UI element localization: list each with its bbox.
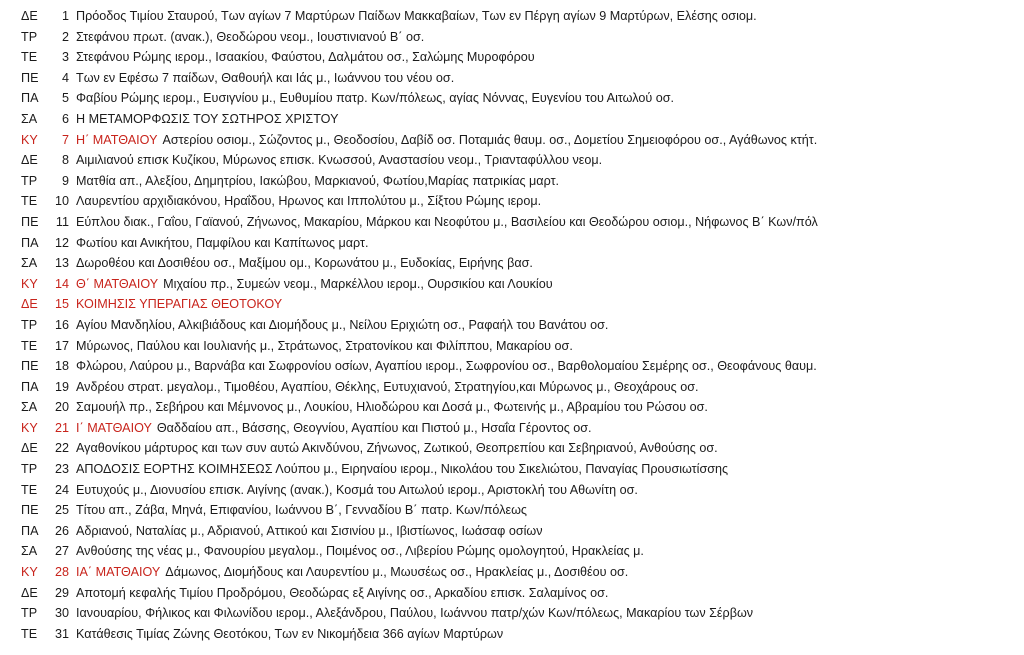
- feast-description: [76, 6, 1024, 27]
- day-number: 8: [61, 153, 69, 168]
- weekday-abbrev: ΣΑ: [21, 256, 38, 271]
- feast-description: [76, 315, 1024, 336]
- day-number: 22: [54, 441, 69, 456]
- weekday-abbrev: ΣΑ: [21, 111, 38, 126]
- feast-description: [76, 233, 1024, 254]
- calendar-row: [0, 294, 1024, 315]
- feast-description: [76, 47, 1024, 68]
- weekday-abbrev: ΠΕ: [21, 503, 39, 518]
- feast-description: [76, 27, 1024, 48]
- weekday-abbrev: ΤΕ: [21, 626, 38, 641]
- calendar-row: [0, 397, 1024, 418]
- weekday-abbrev: ΚΥ: [21, 565, 38, 580]
- feast-description: [76, 274, 1024, 295]
- feast-saints: Μύρωνος, Παύλου και Ιουλιανής μ., Στράτωνος, Στρατονίκου και Φιλίππου, Μακαρίου οσ.: [76, 338, 573, 353]
- day-number: 24: [54, 482, 69, 497]
- weekday-abbrev: ΚΥ: [21, 276, 38, 291]
- feast-description: [76, 397, 1024, 418]
- feast-description: [76, 294, 1024, 315]
- feast-description: [76, 212, 1024, 233]
- calendar-row: [0, 500, 1024, 521]
- weekday-abbrev: ΠΑ: [21, 523, 39, 538]
- weekday-abbrev: ΤΡ: [21, 317, 38, 332]
- feast-saints: Μιχαίου πρ., Συμεών νεομ., Μαρκέλλου ιερομ., Ουρσικίου και Λουκίου: [163, 276, 553, 291]
- feast-saints: Ανδρέου στρατ. μεγαλομ., Τιμοθέου, Αγαπίου, Θέκλης, Ευτυχιανού, Στρατηγίου,και Μύρωνος μ., Θεοχάρους οσ.: [76, 379, 699, 394]
- feast-description: [76, 109, 1024, 130]
- calendar-row: [0, 27, 1024, 48]
- feast-description: [76, 521, 1024, 542]
- calendar-row: [0, 583, 1024, 604]
- day-number: 3: [61, 50, 69, 65]
- calendar-row: [0, 603, 1024, 624]
- calendar-row: [0, 88, 1024, 109]
- day-number: 6: [61, 111, 69, 126]
- feast-saints: Στεφάνου Ρώμης ιερομ., Ισαακίου, Φαύστου, Δαλμάτου οσ., Σαλώμης Μυροφόρου: [76, 50, 535, 65]
- day-number: 18: [54, 359, 69, 374]
- calendar-row: [0, 130, 1024, 151]
- calendar-row: [0, 109, 1024, 130]
- weekday-abbrev: ΚΥ: [21, 420, 38, 435]
- calendar-row: [0, 438, 1024, 459]
- day-number: 12: [54, 235, 69, 250]
- calendar-row: [0, 191, 1024, 212]
- calendar-row: [0, 624, 1024, 645]
- feast-saints: Ματθία απ., Αλεξίου, Δημητρίου, Ιακώβου, Μαρκιανού, Φωτίου,Μαρίας πατρικίας μαρτ.: [76, 173, 560, 188]
- weekday-abbrev: ΔΕ: [21, 297, 38, 312]
- weekday-abbrev: ΠΕ: [21, 359, 39, 374]
- calendar-row: [0, 541, 1024, 562]
- weekday-abbrev: ΠΑ: [21, 91, 39, 106]
- calendar-row: [0, 212, 1024, 233]
- weekday-abbrev: ΤΕ: [21, 194, 38, 209]
- feast-description: [76, 562, 1024, 583]
- day-number: 25: [54, 503, 69, 518]
- feast-saints: Πρόοδος Τιμίου Σταυρού, Των αγίων 7 Μαρτύρων Παίδων Μακκαβαίων, Των εν Πέργη αγίων 9 Μαρτύρων, Ελέσης οσιομ.: [76, 9, 757, 23]
- feast-description: [76, 603, 1024, 624]
- feast-saints: Αστερίου οσιομ., Σώζοντος μ., Θεοδοσίου, Δαβίδ οσ. Ποταμιάς θαυμ. οσ., Δομετίου Σημειοφόρου οσ., Αγάθωνος κτήτ.: [162, 132, 818, 147]
- calendar-row: [0, 253, 1024, 274]
- calendar-row: [0, 6, 1024, 27]
- weekday-abbrev: ΔΕ: [21, 153, 38, 168]
- weekday-abbrev: ΣΑ: [21, 400, 38, 415]
- calendar-row: [0, 47, 1024, 68]
- day-number: 20: [54, 400, 69, 415]
- feast-description: [76, 541, 1024, 562]
- feast-description: [76, 459, 1024, 480]
- weekday-abbrev: ΤΡ: [21, 173, 38, 188]
- feast-saints: Σαμουήλ πρ., Σεβήρου και Μέμνονος μ., Λουκίου, Ηλιοδώρου και Δοσά μ., Φωτεινής μ., Αβραμίου του Ρώσου οσ.: [76, 400, 708, 415]
- day-number: 23: [54, 462, 69, 477]
- feast-saints: Κατάθεσις Τιμίας Ζώνης Θεοτόκου, Των εν Νικομήδεια 366 αγίων Μαρτύρων: [76, 626, 504, 641]
- feast-description: [76, 130, 1024, 151]
- feast-saints: Αγαθονίκου μάρτυρος και των συν αυτώ Ακινδύνου, Ζήνωνος, Ζωτικού, Θεοπρεπίου και Σεβηριανού, Ανθούσης οσ.: [76, 441, 718, 456]
- weekday-abbrev: ΠΑ: [21, 379, 39, 394]
- weekday-abbrev: ΤΕ: [21, 50, 38, 65]
- feast-description: [76, 583, 1024, 604]
- feast-description: [76, 377, 1024, 398]
- day-number: 16: [54, 317, 69, 332]
- feast-title: ΚΟΙΜΗΣΙΣ ΥΠΕΡΑΓΙΑΣ ΘΕΟΤΟΚΟΥ: [76, 297, 283, 312]
- feast-saints: Αιμιλιανού επισκ Κυζίκου, Μύρωνος επισκ. Κνωσσού, Αναστασίου νεομ., Τριανταφύλλου νεομ.: [76, 153, 603, 168]
- feast-description: [76, 500, 1024, 521]
- feast-title: Ι΄ ΜΑΤΘΑΙΟΥ: [76, 420, 152, 435]
- calendar-row: [0, 521, 1024, 542]
- weekday-abbrev: ΔΕ: [21, 585, 38, 600]
- day-number: 29: [54, 585, 69, 600]
- weekday-abbrev: ΔΕ: [21, 441, 38, 456]
- day-number: 31: [54, 626, 69, 641]
- feast-saints: Η ΜΕΤΑΜΟΡΦΩΣΙΣ ΤΟΥ ΣΩΤΗΡΟΣ ΧΡΙΣΤΟΥ: [76, 111, 339, 126]
- calendar-row: [0, 274, 1024, 295]
- day-number: 9: [61, 173, 69, 188]
- weekday-abbrev: ΤΡ: [21, 29, 38, 44]
- feast-saints: Τίτου απ., Ζάβα, Μηνά, Επιφανίου, Ιωάννου Β΄, Γενναδίου Β΄ πατρ. Κων/πόλεως: [76, 503, 528, 518]
- feast-description: [76, 480, 1024, 501]
- calendar-row: [0, 68, 1024, 89]
- feast-title: Θ΄ ΜΑΤΘΑΙΟΥ: [76, 276, 159, 291]
- calendar-row: [0, 562, 1024, 583]
- feast-saints: Αδριανού, Ναταλίας μ., Αδριανού, Αττικού και Σισινίου μ., Ιβιστίωνος, Ιωάσαφ οσίων: [76, 523, 543, 538]
- day-number: 2: [61, 29, 69, 44]
- calendar-row: [0, 356, 1024, 377]
- day-number: 5: [61, 91, 69, 106]
- feast-description: [76, 356, 1024, 377]
- weekday-abbrev: ΤΡ: [21, 606, 38, 621]
- feast-description: [76, 191, 1024, 212]
- feast-saints: Δάμωνος, Διομήδους και Λαυρεντίου μ., Μωυσέως οσ., Ηρακλείας μ., Δοσιθέου οσ.: [165, 565, 629, 580]
- saints-calendar: [0, 6, 1024, 644]
- calendar-row: [0, 336, 1024, 357]
- calendar-row: [0, 480, 1024, 501]
- day-number: 1: [61, 9, 69, 23]
- feast-saints: Φαβίου Ρώμης ιερομ., Ευσιγνίου μ., Ευθυμίου πατρ. Κων/πόλεως, αγίας Νόννας, Ευγενίου του Αιτωλού οσ.: [76, 91, 675, 106]
- feast-saints: ΑΠΟΔΟΣΙΣ ΕΟΡΤΗΣ ΚΟΙΜΗΣΕΩΣ Λούπου μ., Ειρηναίου ιερομ., Νικολάου του Σικελιώτου, Παναγίας Προυσιωτίσσης: [76, 462, 729, 477]
- feast-saints: Αποτομή κεφαλής Τιμίου Προδρόμου, Θεοδώρας εξ Αιγίνης οσ., Αρκαδίου επισκ. Σαλαμίνος οσ.: [76, 585, 609, 600]
- weekday-abbrev: ΤΕ: [21, 338, 38, 353]
- feast-description: [76, 418, 1024, 439]
- weekday-abbrev: ΚΥ: [21, 132, 38, 147]
- feast-description: [76, 150, 1024, 171]
- feast-saints: Λαυρεντίου αρχιδιακόνου, Ηραΐδου, Ηρωνος και Ιππολύτου μ., Σίξτου Ρώμης ιερομ.: [76, 194, 542, 209]
- feast-saints: Φωτίου και Ανικήτου, Παμφίλου και Καπίτωνος μαρτ.: [76, 235, 369, 250]
- feast-saints: Θαδδαίου απ., Βάσσης, Θεογνίου, Αγαπίου και Πιστού μ., Ησαΐα Γέροντος οσ.: [156, 420, 592, 435]
- feast-saints: Αγίου Μανδηλίου, Αλκιβιάδους και Διομήδους μ., Νείλου Εριχιώτη οσ., Ραφαήλ του Βανάτου οσ.: [76, 317, 609, 332]
- feast-saints: Στεφάνου πρωτ. (ανακ.), Θεοδώρου νεομ., Ιουστινιανού Β΄ οσ.: [76, 29, 425, 44]
- feast-description: [76, 253, 1024, 274]
- feast-saints: Των εν Εφέσω 7 παίδων, Θαθουήλ και Ιάς μ., Ιωάννου του νέου οσ.: [76, 70, 455, 85]
- weekday-abbrev: ΤΡ: [21, 462, 38, 477]
- calendar-row: [0, 150, 1024, 171]
- feast-description: [76, 438, 1024, 459]
- day-number: 28: [54, 565, 69, 580]
- day-number: 27: [54, 544, 69, 559]
- day-number: 13: [54, 256, 69, 271]
- day-number: 7: [61, 132, 69, 147]
- feast-saints: Εύπλου διακ., Γαΐου, Γαϊανού, Ζήνωνος, Μακαρίου, Μάρκου και Νεοφύτου μ., Βασιλείου και Θεοδώρου οσιομ., Νήφωνος Β΄ Κων/πόλ: [76, 214, 818, 229]
- day-number: 19: [54, 379, 69, 394]
- day-number: 17: [54, 338, 69, 353]
- day-number: 15: [54, 297, 69, 312]
- day-number: 4: [61, 70, 69, 85]
- feast-description: [76, 68, 1024, 89]
- calendar-row: [0, 233, 1024, 254]
- feast-description: [76, 88, 1024, 109]
- feast-saints: Φλώρου, Λαύρου μ., Βαρνάβα και Σωφρονίου οσίων, Αγαπίου ιερομ., Σωφρονίου οσ., Βαρθολομαίου Σεμέρης οσ., Θεοφάνους θαυμ.: [76, 359, 817, 374]
- feast-saints: Ιανουαρίου, Φήλικος και Φιλωνίδου ιερομ., Αλεξάνδρου, Παύλου, Ιωάννου πατρ/χών Κων/πόλεως, Μακαρίου των Σέρβων: [76, 606, 754, 621]
- weekday-abbrev: ΔΕ: [21, 9, 38, 23]
- day-number: 10: [54, 194, 69, 209]
- calendar-row: [0, 459, 1024, 480]
- calendar-row: [0, 377, 1024, 398]
- day-number: 26: [54, 523, 69, 538]
- feast-saints: Δωροθέου και Δοσιθέου οσ., Μαξίμου ομ., Κορωνάτου μ., Ευδοκίας, Ειρήνης βασ.: [76, 256, 533, 271]
- weekday-abbrev: ΤΕ: [21, 482, 38, 497]
- day-number: 30: [54, 606, 69, 621]
- calendar-row: [0, 315, 1024, 336]
- weekday-abbrev: ΣΑ: [21, 544, 38, 559]
- day-number: 21: [54, 420, 69, 435]
- feast-title: Η΄ ΜΑΤΘΑΙΟΥ: [76, 132, 158, 147]
- weekday-abbrev: ΠΕ: [21, 214, 39, 229]
- day-number: 11: [55, 214, 69, 229]
- weekday-abbrev: ΠΕ: [21, 70, 39, 85]
- feast-saints: Ανθούσης της νέας μ., Φανουρίου μεγαλομ., Ποιμένος οσ., Λιβερίου Ρώμης ομολογητού, Ηρακλείας μ.: [76, 544, 644, 559]
- feast-title: ΙΑ΄ ΜΑΤΘΑΙΟΥ: [76, 565, 161, 580]
- feast-description: [76, 171, 1024, 192]
- calendar-row: [0, 171, 1024, 192]
- feast-saints: Ευτυχούς μ., Διονυσίου επισκ. Αιγίνης (ανακ.), Κοσμά του Αιτωλού ιερομ., Αριστοκλή του Αθωνίτη οσ.: [76, 482, 638, 497]
- calendar-row: [0, 418, 1024, 439]
- feast-description: [76, 336, 1024, 357]
- feast-description: [76, 624, 1024, 645]
- weekday-abbrev: ΠΑ: [21, 235, 39, 250]
- day-number: 14: [54, 276, 69, 291]
